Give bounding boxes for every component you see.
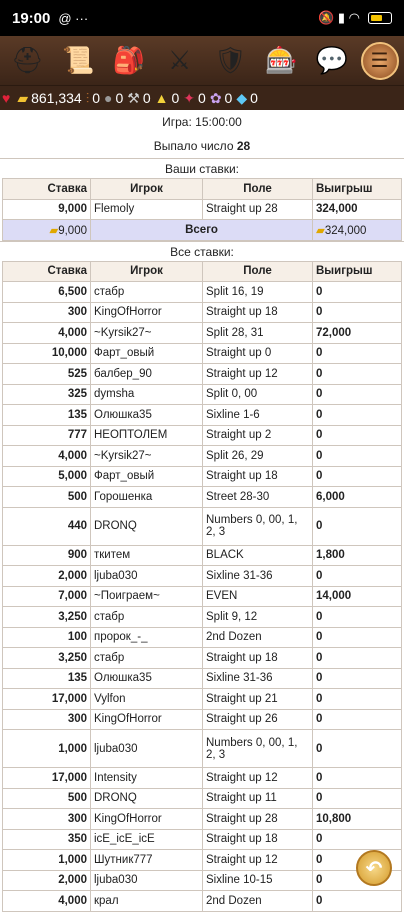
- win-cell: 0: [313, 343, 402, 364]
- stake-cell: 2,000: [3, 870, 91, 891]
- field-cell: Straight up 28: [203, 809, 313, 830]
- stake-cell: 777: [3, 425, 91, 446]
- win-cell: 0: [313, 850, 402, 871]
- gold-icon: ▰: [316, 224, 325, 237]
- roulette-button[interactable]: [259, 39, 303, 83]
- player-cell: KingOfHorror: [91, 302, 203, 323]
- resource-value: 0: [142, 90, 151, 106]
- table-row: [3, 648, 402, 669]
- win-cell: 0: [313, 730, 402, 768]
- resource-diamond: [236, 90, 258, 107]
- stake-cell: 300: [3, 302, 91, 323]
- player-cell: стабр: [91, 607, 203, 628]
- resource-crystal: [183, 90, 206, 107]
- total-label: Всего: [91, 220, 313, 241]
- status-time: 19:00: [12, 9, 51, 27]
- scroll-map-button[interactable]: [56, 39, 100, 83]
- field-cell: Straight up 21: [203, 689, 313, 710]
- diamond-icon: ◆: [236, 89, 248, 106]
- your-bets-table: [2, 178, 402, 241]
- field-cell: Sixline 31-36: [203, 566, 313, 587]
- player-cell: Intensity: [91, 768, 203, 789]
- player-cell: ljuba030: [91, 566, 203, 587]
- win-cell: 0: [313, 668, 402, 689]
- resource-sulfur: [155, 90, 180, 106]
- header-stake: Ставка: [3, 261, 91, 282]
- resource-heart: [2, 90, 13, 106]
- table-row: [3, 405, 402, 426]
- all-bets-table: [2, 261, 402, 912]
- win-cell: 72,000: [313, 323, 402, 344]
- win-cell: 0: [313, 709, 402, 730]
- stake-cell: 325: [3, 384, 91, 405]
- chat-bubble-icon: 💬: [315, 45, 349, 75]
- heart-icon: ♥: [2, 90, 11, 106]
- roulette-icon: 🎰: [264, 45, 298, 75]
- player-cell: DRONQ: [91, 788, 203, 809]
- win-cell: 14,000: [313, 586, 402, 607]
- status-left-icons: @ ···: [58, 10, 89, 26]
- knight-helmet-icon: ⛑: [10, 45, 44, 75]
- results-content: [0, 110, 404, 912]
- table-row: [3, 627, 402, 648]
- player-cell: Олюшка35: [91, 405, 203, 426]
- menu-button[interactable]: [361, 42, 399, 80]
- status-bar: [0, 0, 404, 36]
- resource-value: 0: [224, 90, 233, 106]
- menu-icon: ☰: [370, 50, 389, 72]
- total-row: [3, 220, 402, 241]
- player-cell: НЕОПТОЛЕМ: [91, 425, 203, 446]
- stake-cell: 10,000: [3, 343, 91, 364]
- player-cell: крал: [91, 891, 203, 912]
- resource-bar: [0, 86, 404, 110]
- table-row: [3, 586, 402, 607]
- result-prefix: Выпало число: [153, 139, 234, 153]
- table-row: [3, 487, 402, 508]
- backpack-icon: 🎒: [112, 45, 146, 75]
- table-row: [3, 566, 402, 587]
- table-row: [3, 384, 402, 405]
- player-cell: dymsha: [91, 384, 203, 405]
- field-cell: Straight up 18: [203, 648, 313, 669]
- stake-cell: 135: [3, 668, 91, 689]
- status-system-icons: 🔕 ▮ ◠: [318, 10, 360, 25]
- player-cell: Фарт_овый: [91, 343, 203, 364]
- table-row: [3, 507, 402, 545]
- gems-icon: ✿: [209, 89, 222, 106]
- stake-cell: 525: [3, 364, 91, 385]
- stake-cell: 500: [3, 487, 91, 508]
- table-row: [3, 730, 402, 768]
- field-cell: EVEN: [203, 586, 313, 607]
- win-cell: 0: [313, 466, 402, 487]
- tv-shield-icon: 🛡: [213, 45, 247, 75]
- stake-cell: 4,000: [3, 446, 91, 467]
- win-cell: 0: [313, 689, 402, 710]
- stake-cell: 6,500: [3, 282, 91, 303]
- field-cell: Straight up 18: [203, 829, 313, 850]
- field-cell: Straight up 12: [203, 850, 313, 871]
- crossed-swords-button[interactable]: [158, 39, 202, 83]
- anvil-icon: ⚒: [127, 89, 140, 106]
- stake-cell: 1,000: [3, 730, 91, 768]
- field-cell: Straight up 12: [203, 364, 313, 385]
- player-cell: icE_icE_icE: [91, 829, 203, 850]
- win-cell: 0: [313, 282, 402, 303]
- win-cell: 0: [313, 302, 402, 323]
- stake-cell: 900: [3, 545, 91, 566]
- win-cell: 0: [313, 446, 402, 467]
- table-row: [3, 809, 402, 830]
- field-cell: Numbers 0, 00, 1, 2, 3: [203, 730, 313, 768]
- knight-helmet-button[interactable]: [5, 39, 49, 83]
- win-cell: 0: [313, 405, 402, 426]
- all-bets-title: Все ставки:: [0, 241, 404, 261]
- player-cell: Олюшка35: [91, 668, 203, 689]
- player-cell: Горошенка: [91, 487, 203, 508]
- field-cell: Sixline 10-15: [203, 870, 313, 891]
- header-win: Выигрыш: [313, 179, 402, 200]
- table-row: [3, 282, 402, 303]
- field-cell: Split 28, 31: [203, 323, 313, 344]
- win-cell: 0: [313, 648, 402, 669]
- field-cell: Sixline 1-6: [203, 405, 313, 426]
- table-row: [3, 343, 402, 364]
- win-cell: 0: [313, 364, 402, 385]
- resource-gold: [17, 90, 81, 107]
- stake-cell: 4,000: [3, 891, 91, 912]
- game-label: Игра: 15:00:00: [162, 115, 242, 129]
- your-bets-header-row: [3, 179, 402, 200]
- stake-cell: 440: [3, 507, 91, 545]
- win-cell: 0: [313, 788, 402, 809]
- table-row: [3, 199, 402, 220]
- all-bets-header-row: [3, 261, 402, 282]
- stake-cell: 300: [3, 709, 91, 730]
- undo-button[interactable]: [356, 850, 392, 886]
- table-row: [3, 870, 402, 891]
- field-cell: Straight up 11: [203, 788, 313, 809]
- player-cell: Шутник777: [91, 850, 203, 871]
- header-stake: Ставка: [3, 179, 91, 200]
- stake-cell: 17,000: [3, 689, 91, 710]
- resource-wood: [86, 90, 100, 107]
- table-row: [3, 850, 402, 871]
- field-cell: Straight up 28: [203, 199, 313, 220]
- win-cell: 0: [313, 607, 402, 628]
- player-cell: Фарт_овый: [91, 466, 203, 487]
- player-cell: ткитем: [91, 545, 203, 566]
- battery-icon: [368, 12, 392, 24]
- game-info: [0, 110, 404, 158]
- win-cell: 0: [313, 627, 402, 648]
- total-win-cell: [313, 220, 402, 241]
- field-cell: Numbers 0, 00, 1, 2, 3: [203, 507, 313, 545]
- resource-gems: [210, 90, 233, 107]
- total-stake-cell: [3, 220, 91, 241]
- stake-cell: 1,000: [3, 850, 91, 871]
- win-cell: 1,800: [313, 545, 402, 566]
- table-row: [3, 446, 402, 467]
- stake-cell: 300: [3, 809, 91, 830]
- table-row: [3, 768, 402, 789]
- resource-value: 0: [250, 90, 258, 106]
- chat-bubble-button[interactable]: [310, 39, 354, 83]
- field-cell: BLACK: [203, 545, 313, 566]
- result-line: [0, 138, 404, 154]
- win-cell: 0: [313, 829, 402, 850]
- table-row: [3, 788, 402, 809]
- player-cell: ~Kyrsik27~: [91, 446, 203, 467]
- win-cell: 0: [313, 891, 402, 912]
- table-row: [3, 829, 402, 850]
- stake-cell: 4,000: [3, 323, 91, 344]
- win-cell: 0: [313, 425, 402, 446]
- field-cell: 2nd Dozen: [203, 891, 313, 912]
- stake-cell: 500: [3, 788, 91, 809]
- stake-cell: 3,250: [3, 607, 91, 628]
- total-win: 324,000: [324, 224, 367, 237]
- win-cell: 10,800: [313, 809, 402, 830]
- sulfur-icon: ▲: [154, 90, 169, 106]
- field-cell: Straight up 12: [203, 768, 313, 789]
- table-row: [3, 364, 402, 385]
- field-cell: Split 0, 00: [203, 384, 313, 405]
- resource-value: 0: [92, 90, 100, 106]
- player-cell: балбер_90: [91, 364, 203, 385]
- player-cell: ljuba030: [91, 730, 203, 768]
- header-player: Игрок: [91, 261, 203, 282]
- field-cell: Straight up 26: [203, 709, 313, 730]
- status-right-icons: [318, 10, 392, 26]
- stake-cell: 17,000: [3, 768, 91, 789]
- wood-icon: ⫶: [85, 89, 90, 106]
- table-row: [3, 466, 402, 487]
- backpack-button[interactable]: [107, 39, 151, 83]
- table-row: [3, 668, 402, 689]
- resource-value: 0: [115, 90, 124, 106]
- crossed-swords-icon: ⚔: [167, 45, 192, 75]
- top-navigation: [0, 36, 404, 86]
- resource-stone: [104, 90, 123, 106]
- player-cell: ~Kyrsik27~: [91, 323, 203, 344]
- player-cell: ljuba030: [91, 870, 203, 891]
- player-cell: пророк_-_: [91, 627, 203, 648]
- field-cell: Sixline 31-36: [203, 668, 313, 689]
- stone-icon: ●: [104, 90, 113, 106]
- player-cell: Flemoly: [91, 199, 203, 220]
- crystal-icon: ✦: [183, 89, 196, 106]
- player-cell: Vylfon: [91, 689, 203, 710]
- table-row: [3, 425, 402, 446]
- player-cell: DRONQ: [91, 507, 203, 545]
- gold-icon: ▰: [49, 224, 59, 237]
- stake-cell: 2,000: [3, 566, 91, 587]
- table-row: [3, 607, 402, 628]
- result-number: 28: [236, 139, 251, 153]
- table-row: [3, 302, 402, 323]
- resource-anvil: [127, 90, 150, 107]
- player-cell: KingOfHorror: [91, 709, 203, 730]
- total-stake: 9,000: [58, 224, 87, 237]
- table-row: [3, 323, 402, 344]
- stake-cell: 5,000: [3, 466, 91, 487]
- win-cell: 0: [313, 566, 402, 587]
- player-cell: стабр: [91, 648, 203, 669]
- header-player: Игрок: [91, 179, 203, 200]
- undo-arrow-icon: ↶: [365, 857, 383, 880]
- field-cell: Straight up 2: [203, 425, 313, 446]
- scroll-map-icon: 📜: [61, 45, 95, 75]
- resource-value: 861,334: [31, 90, 82, 106]
- header-field: Поле: [203, 179, 313, 200]
- player-cell: стабр: [91, 282, 203, 303]
- table-row: [3, 545, 402, 566]
- win-cell: 0: [313, 507, 402, 545]
- win-cell: 324,000: [313, 199, 402, 220]
- field-cell: Split 16, 19: [203, 282, 313, 303]
- stake-cell: 3,250: [3, 648, 91, 669]
- stake-cell: 350: [3, 829, 91, 850]
- field-cell: Straight up 18: [203, 302, 313, 323]
- player-cell: ~Поиграем~: [91, 586, 203, 607]
- stake-cell: 9,000: [3, 199, 91, 220]
- gold-icon: ▰: [17, 89, 29, 106]
- field-cell: Straight up 18: [203, 466, 313, 487]
- field-cell: 2nd Dozen: [203, 627, 313, 648]
- stake-cell: 7,000: [3, 586, 91, 607]
- stake-cell: 135: [3, 405, 91, 426]
- your-bets-title: Ваши ставки:: [0, 158, 404, 178]
- player-cell: KingOfHorror: [91, 809, 203, 830]
- field-cell: Street 28-30: [203, 487, 313, 508]
- win-cell: 0: [313, 870, 402, 891]
- field-cell: Split 9, 12: [203, 607, 313, 628]
- stake-cell: 100: [3, 627, 91, 648]
- header-win: Выигрыш: [313, 261, 402, 282]
- field-cell: Straight up 0: [203, 343, 313, 364]
- win-cell: 0: [313, 384, 402, 405]
- win-cell: 6,000: [313, 487, 402, 508]
- table-row: [3, 709, 402, 730]
- table-row: [3, 689, 402, 710]
- table-row: [3, 891, 402, 912]
- tv-shield-button[interactable]: [208, 39, 252, 83]
- header-field: Поле: [203, 261, 313, 282]
- field-cell: Split 26, 29: [203, 446, 313, 467]
- win-cell: 0: [313, 768, 402, 789]
- resource-value: 0: [171, 90, 180, 106]
- resource-value: 0: [198, 90, 206, 106]
